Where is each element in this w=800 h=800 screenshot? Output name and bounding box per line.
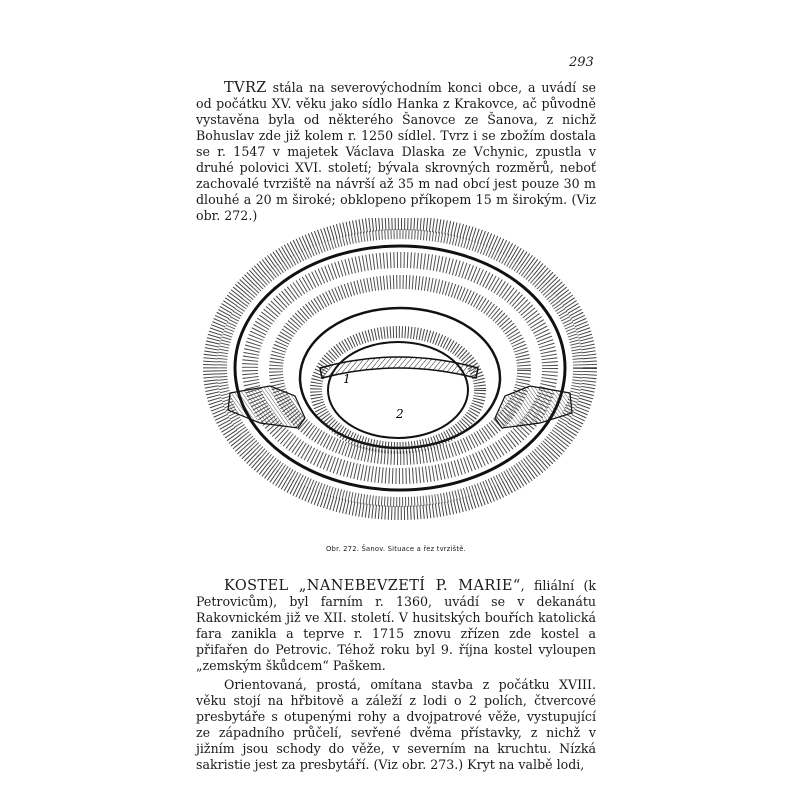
lead-heading-kostel: KOSTEL „NANEBEVZETÍ P. MARIE“ xyxy=(224,578,521,594)
figure-mark-2: 2 xyxy=(396,407,404,421)
text-block-kostel xyxy=(196,578,596,773)
lead-word-tvrz: TVRZ xyxy=(224,80,267,96)
figure-caption: Obr. 272. Šanov. Situace a řez tvrziště. xyxy=(326,545,466,553)
paragraph-kostel-body: , filiální (k Petrovicům), byl farním r. 1360, uvádí se v dekanátu Rakovnickém již ve XII. století. V husitských bouřích katolická fara zanikla a teprve r. 1715 znovu zřízen zde kostel a přifařen do Petrovic. Téhož roku byl 9. října kostel vyloupen „zemským škůdcem“ Paškem. xyxy=(196,578,596,673)
site-plan-figure xyxy=(200,218,600,523)
paragraph-tvrz-body: stála na severovýchodním konci obce, a uvádí se od počátku XV. věku jako sídlo Hanka z Krakovce, ač původně vystavěna byla od některého Šanovce ze Šanova, z nichž Bohuslav zde již kolem r. 1250 sídlel. Tvrz i se zbožím dostala se r. 1547 v majetek Václava Dlaska ze Vchynic, zpustla v druhé polovici XVI. století; bývala skrovných rozměrů, neboť zachovalé tvrziště na návrší až 35 m nad obcí jest pouze 30 m dlouhé a 20 m široké; obklopeno příkopem 15 m širokým. (Viz obr. 272.) xyxy=(196,80,596,223)
figure-mark-1: 1 xyxy=(343,372,351,386)
paragraph-kostel xyxy=(196,578,596,674)
paragraph-stavba: Orientovaná, prostá, omítana stavba z počátku XVIII. věku stojí na hřbitově a záleží z lodi o 2 polích, čtvercové presbytáře s otupenými rohy a dvojpatrové věže, vystupující ze západního průčelí, sevřené dvěma přístavky, z nichž v jižním jsou schody do věže, v severním na kruchtu. Nízká sakristie jest za presbytáří. (Viz obr. 273.) Kryt na valbě lodi, xyxy=(196,677,596,772)
text-block-tvrz xyxy=(196,80,596,224)
paragraph-tvrz xyxy=(196,80,596,224)
page-number: 293 xyxy=(569,55,594,70)
